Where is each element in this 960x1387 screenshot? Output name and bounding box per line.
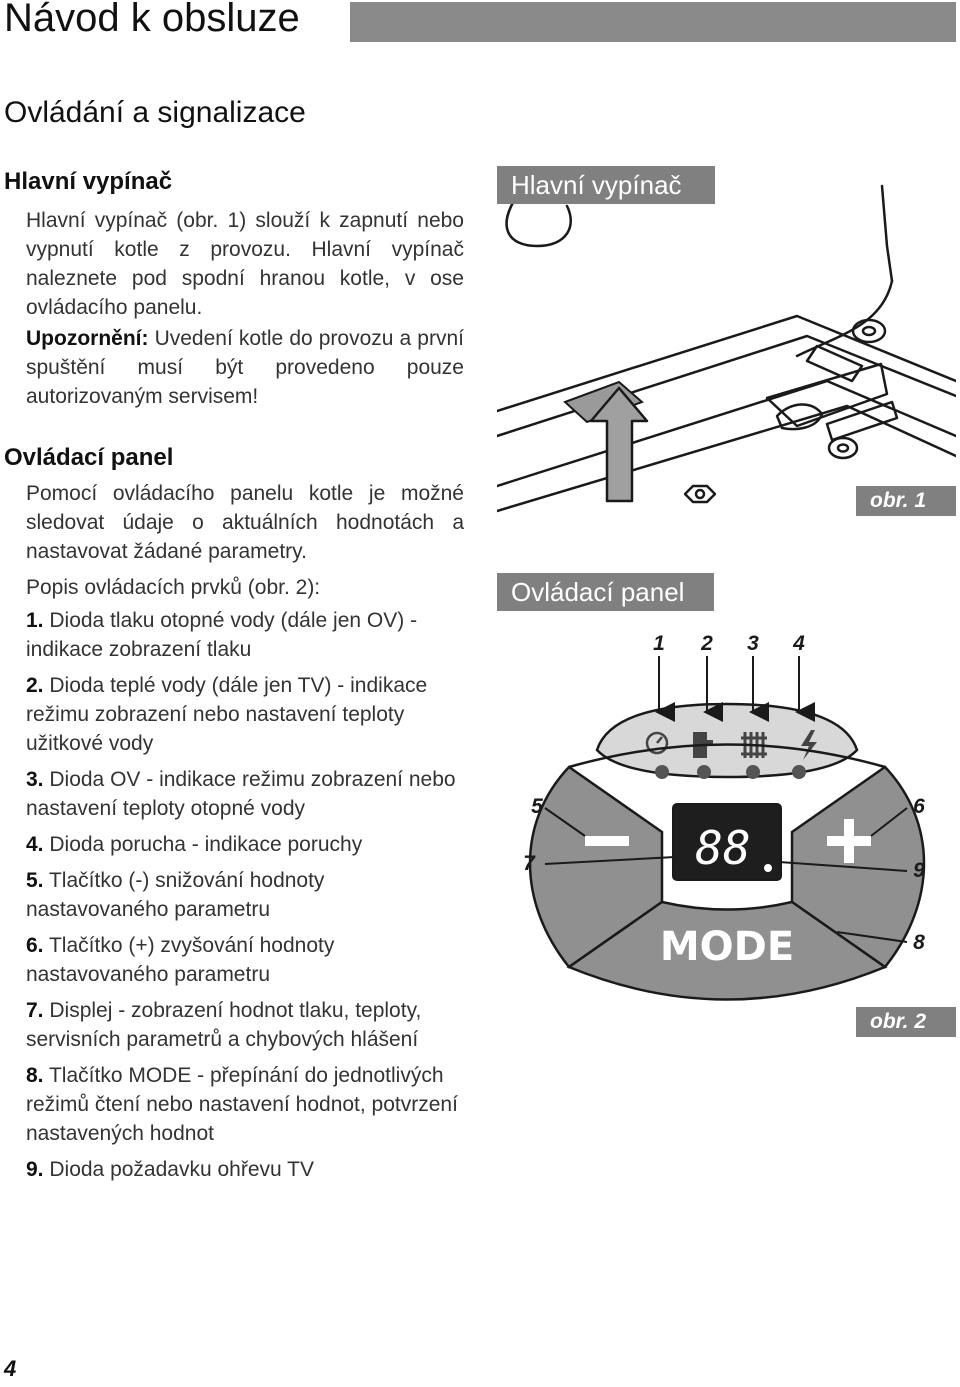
figure2-label: Ovládací panel (497, 573, 714, 611)
list-item: 1. Dioda tlaku otopné vody (dále jen OV) - indikace zobrazení tlaku (26, 609, 418, 661)
display-value: 88 (695, 821, 751, 875)
section-title: Ovládání a signalizace (4, 96, 306, 129)
led-heating (746, 765, 760, 779)
figure1-caption: obr. 1 (856, 486, 956, 516)
figure-control-panel (497, 572, 956, 1040)
page-number: 4 (4, 1356, 17, 1381)
callout-8: 8 (913, 931, 925, 954)
control-panel-illustration (497, 572, 956, 1040)
led-hot-water (697, 765, 711, 779)
legend-intro: Popis ovládacích prvků (obr. 2): (26, 576, 321, 599)
callout-6: 6 (913, 795, 925, 818)
list-item: 3. Dioda OV - indikace režimu zobrazení nebo nastavení teploty otopné vody (26, 768, 456, 820)
figure1-label: Hlavní vypínač (497, 166, 715, 204)
plus-icon-vertical (844, 819, 854, 863)
list-item: 5. Tlačítko (-) snižování hodnoty nastavovaného parametru (26, 869, 325, 921)
control-panel-heading: Ovládací panel (4, 444, 174, 471)
main-switch-text: Hlavní vypínač (obr. 1) slouží k zapnutí nebo vypnutí kotle z provozu. Hlavní vypínač naleznete pod spodní hranou kotle, v ose ovládacího panelu. (26, 209, 464, 319)
callout-1: 1 (653, 632, 665, 655)
list-item: 4. Dioda porucha - indikace poruchy (26, 833, 363, 856)
callout-9: 9 (913, 859, 925, 882)
legend-list (26, 606, 466, 1191)
figure2-caption: obr. 2 (856, 1007, 956, 1037)
minus-icon (585, 836, 629, 846)
main-switch-heading: Hlavní vypínač (4, 168, 173, 195)
callout-5: 5 (531, 795, 543, 818)
title-bar (350, 2, 956, 42)
warning-text: Uvedení kotle do provozu a první spuštění musí být provedeno pouze autorizovaným servisem! (26, 327, 464, 408)
warning-paragraph (26, 324, 464, 411)
page-title: Návod k obsluze (4, 0, 300, 40)
display-dot (764, 864, 772, 872)
led-fault (792, 765, 806, 779)
callout-3: 3 (747, 632, 759, 655)
list-item: 2. Dioda teplé vody (dále jen TV) - indikace režimu zobrazení nebo nastavení teploty užitkové vody (26, 674, 428, 755)
callout-2: 2 (701, 632, 713, 655)
callout-4: 4 (793, 632, 805, 655)
warning-label: Upozornění: (26, 327, 149, 350)
led-pressure (655, 765, 669, 779)
callout-7: 7 (523, 852, 535, 875)
boiler-underside-illustration (497, 166, 956, 524)
list-item: 6. Tlačítko (+) zvyšování hodnoty nastavovaného parametru (26, 934, 335, 986)
list-item: 8. Tlačítko MODE - přepínání do jednotlivých režimů čtení nebo nastavení hodnot, potvrzení nastavených hodnot (26, 1064, 458, 1145)
list-item: 9. Dioda požadavku ohřevu TV (26, 1158, 314, 1181)
led-strip (597, 704, 857, 777)
list-item: 7. Displej - zobrazení hodnot tlaku, teploty, servisních parametrů a chybových hlášení (26, 999, 422, 1051)
figure-main-switch (497, 166, 956, 524)
control-panel-text: Pomocí ovládacího panelu kotle je možné sledovat údaje o aktuálních hodnotách a nastavovat žádané parametry. (26, 482, 464, 563)
mode-label: MODE (659, 924, 795, 970)
